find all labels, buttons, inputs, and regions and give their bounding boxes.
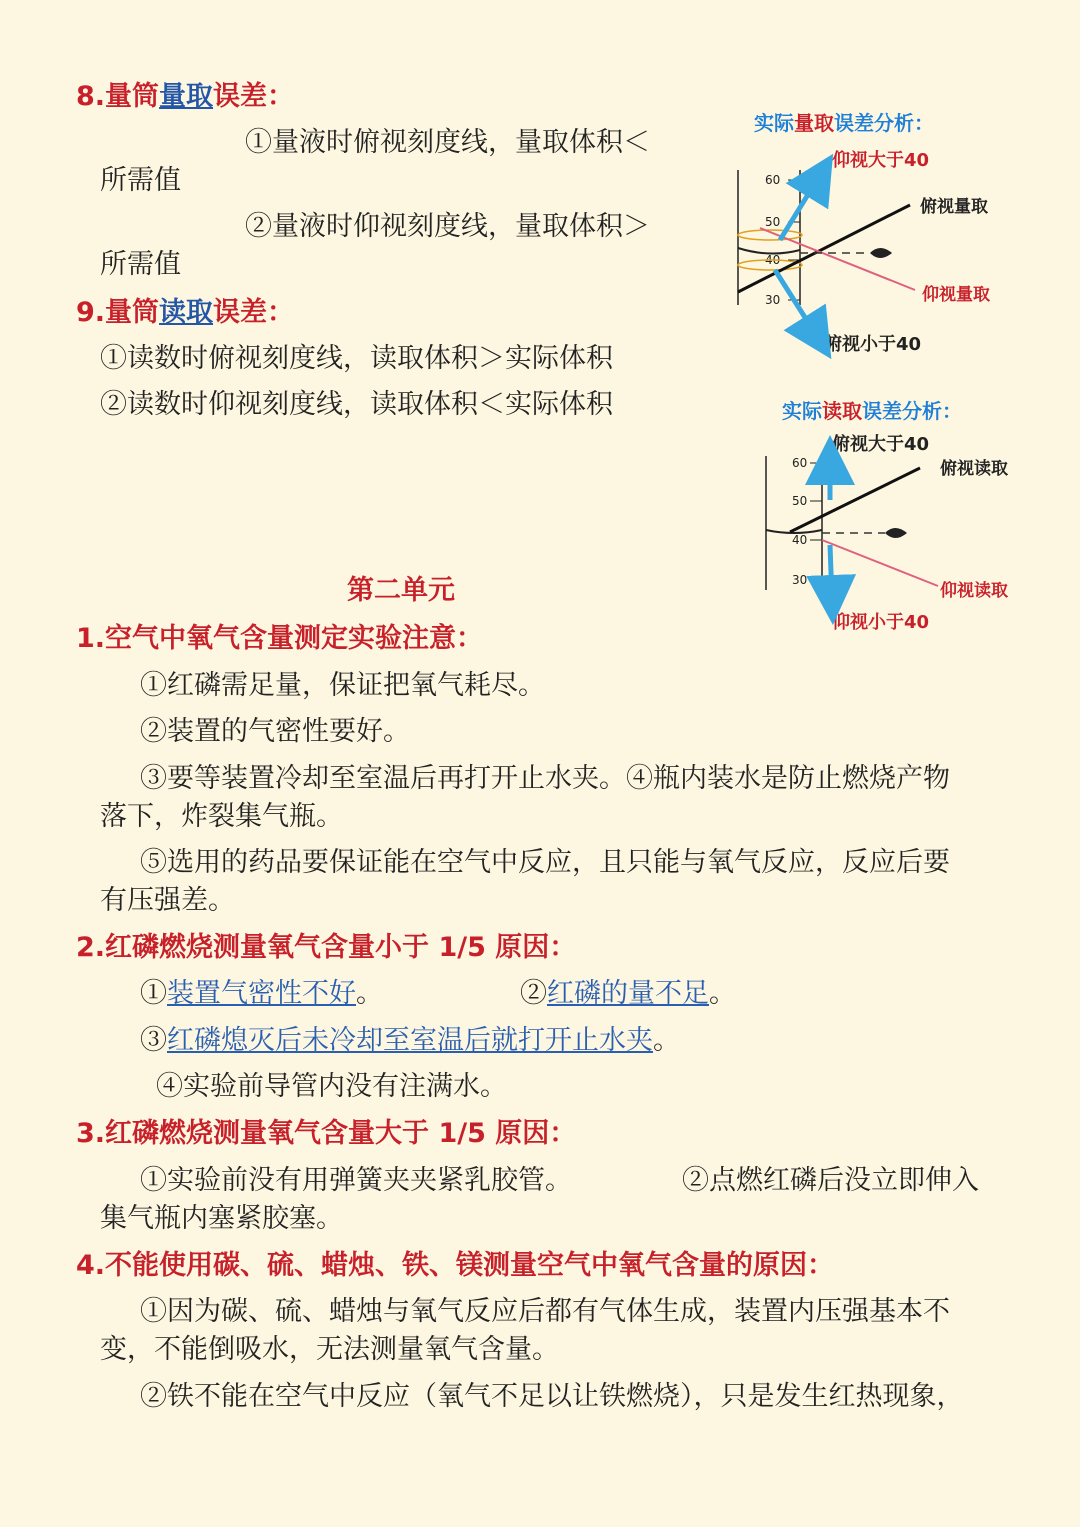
diagram2-bottom-label: 仰视小于40 [832, 612, 930, 633]
diagram1-tick: 60 [765, 173, 781, 187]
s3-heading: 3.红磷燃烧测量氧气含量大于 1/5 原因： [76, 1118, 577, 1149]
s3-line: 集气瓶内塞紧胶塞。 [100, 1203, 343, 1234]
s2-heading: 2.红磷燃烧测量氧气含量小于 1/5 原因： [76, 932, 577, 963]
diagram1-bottom-label: 俯视小于40 [824, 334, 922, 355]
sec9-heading: 9.量筒读取误差： [76, 297, 295, 328]
s1-line: 有压强差。 [100, 885, 235, 916]
diagram2-tick: 40 [792, 533, 808, 547]
sec8-item-2: ②量液时仰视刻度线，量取体积＞ [245, 211, 650, 242]
diagram1-top-label: 仰视大于40 [832, 150, 930, 171]
reading-error-diagram [760, 390, 1060, 640]
s1-line: 落下，炸裂集气瓶。 [100, 801, 343, 832]
eye-icon [885, 528, 907, 538]
diagram2-tick: 50 [792, 494, 808, 508]
diagram2-right-upper-label: 俯视读取 [940, 459, 1008, 479]
diagram1-title: 实际量取误差分析： [754, 111, 934, 135]
sec8-heading: 8.量筒量取误差： [76, 81, 295, 112]
s1-line: ③要等装置冷却至室温后再打开止水夹。④瓶内装水是防止燃烧产物 [140, 763, 950, 794]
sec8-item-2-cont: 所需值 [100, 249, 181, 280]
s1-line: ②装置的气密性要好。 [140, 716, 410, 747]
s2-line-4: ④实验前导管内没有注满水。 [156, 1071, 507, 1102]
s2-line-2: ②红磷的量不足。 [520, 978, 736, 1009]
measuring-error-diagram [720, 100, 1050, 370]
s3-line: ②点燃红磷后没立即伸入 [682, 1165, 979, 1196]
eye-icon [870, 248, 892, 258]
diagram1-right-upper-label: 俯视量取 [920, 197, 988, 217]
s1-line: ①红磷需足量，保证把氧气耗尽。 [140, 670, 545, 701]
unit-title: 第二单元 [347, 575, 455, 606]
sec9-item-2: ②读数时仰视刻度线，读取体积＜实际体积 [100, 389, 613, 420]
s2-line-3: ③红磷熄灭后未冷却至室温后就打开止水夹。 [140, 1025, 680, 1056]
diagram2-right-lower-label: 仰视读取 [940, 581, 1008, 601]
diagram1-tick: 30 [765, 293, 781, 307]
s4-line: ②铁不能在空气中反应（氧气不足以让铁燃烧），只是发生红热现象， [140, 1381, 964, 1412]
s2-line-1: ①装置气密性不好。 [140, 978, 383, 1009]
s4-heading: 4.不能使用碳、硫、蜡烛、铁、镁测量空气中氧气含量的原因： [76, 1250, 835, 1281]
s4-line: ①因为碳、硫、蜡烛与氧气反应后都有气体生成，装置内压强基本不 [140, 1296, 950, 1327]
diagram1-right-lower-label: 仰视量取 [922, 285, 990, 305]
s1-heading: 1.空气中氧气含量测定实验注意： [76, 623, 484, 654]
sec8-item-1-cont: 所需值 [100, 165, 181, 196]
diagram2-tick: 60 [792, 456, 808, 470]
diagram1-tick: 50 [765, 215, 781, 229]
s4-line: 变，不能倒吸水，无法测量氧气含量。 [100, 1334, 559, 1365]
diagram2-tick: 30 [792, 573, 808, 587]
diagram2-top-label: 俯视大于40 [832, 434, 930, 455]
diagram2-title: 实际读取误差分析： [782, 399, 962, 423]
sec9-item-1: ①读数时俯视刻度线，读取体积＞实际体积 [100, 343, 613, 374]
s3-line: ①实验前没有用弹簧夹夹紧乳胶管。 [140, 1165, 572, 1196]
sec8-item-1: ①量液时俯视刻度线，量取体积＜ [245, 127, 650, 158]
diagram1-tick: 40 [765, 253, 781, 267]
s1-line: ⑤选用的药品要保证能在空气中反应，且只能与氧气反应，反应后要 [140, 847, 950, 878]
